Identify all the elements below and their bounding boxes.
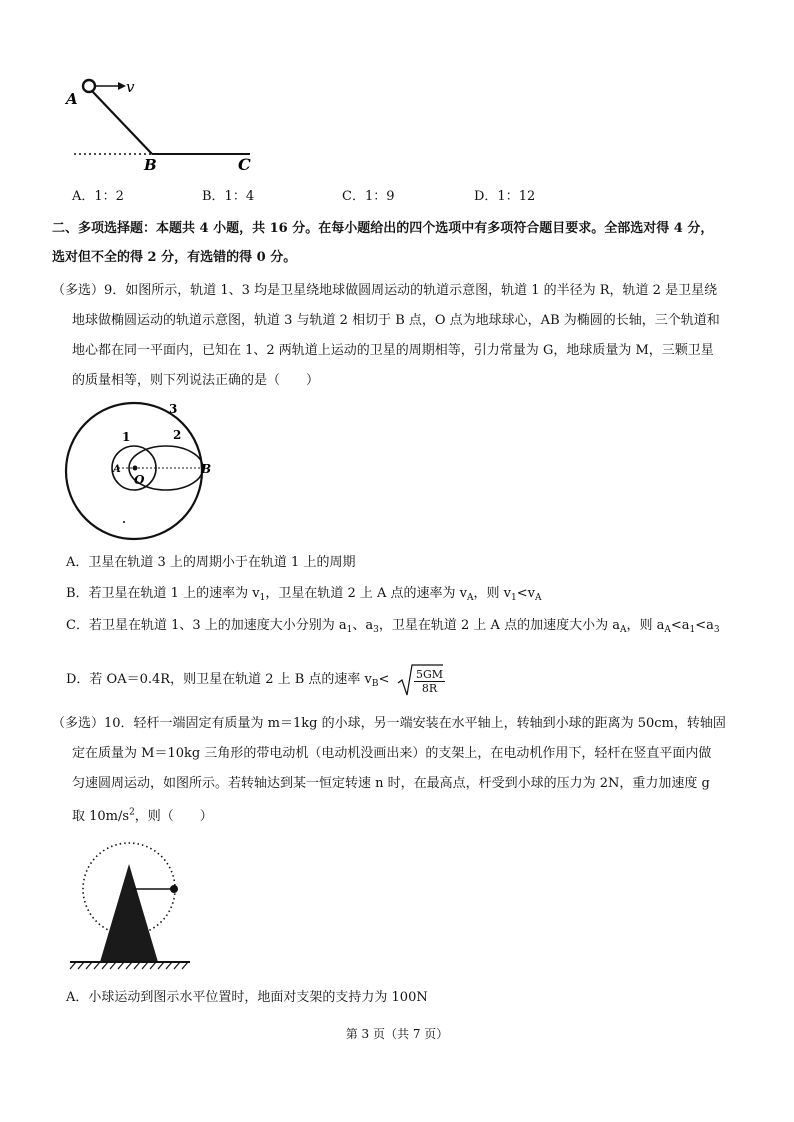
q9-option-b: B．若卫星在轨道 1 上的速率为 $v_1$，卫星在轨道 2 上 A 点的速率为 $v_A$，则 $v_1<v_A$ — [66, 586, 542, 603]
triangle-stand — [100, 864, 158, 962]
ball-icon — [83, 80, 95, 92]
q9-stem-line4: 的质量相等，则下列说法正确的是（ ） — [72, 373, 320, 388]
earth-center-dot — [133, 466, 138, 471]
q9-stem-line1: （多选）9．如图所示，轨道 1、3 均是卫星绕地球做圆周运动的轨道示意图，轨道 1 的半径为 R，轨道 2 是卫星绕 — [52, 283, 718, 298]
q9-option-d: D．若 OA＝0.4R，则卫星在轨道 2 上 B 点的速率 $v_B<$ — [66, 672, 390, 689]
page-footer: 第 3 页（共 7 页） — [345, 1027, 449, 1041]
orbit-3 — [66, 403, 202, 539]
q10-stem-line3: 匀速圆周运动，如图所示。若转轴达到某一恒定转速 n 时，在最高点，杆受到小球的压力为 2N，重力加速度 g — [72, 776, 710, 791]
section2-heading-line1: 二、多项选择题：本题共 4 小题，共 16 分。在每小题给出的四个选项中有多项符合题目要求。全部选对得 4 分， — [52, 221, 714, 236]
slope-figure — [60, 70, 270, 175]
section2-heading-line2: 选对但不全的得 2 分，有选错的得 0 分。 — [52, 250, 297, 265]
orbit-label-1: 1 — [122, 430, 131, 444]
q10-stem-line4: 取 $10m/s^2$，则（ ） — [72, 807, 213, 824]
label-v: v — [126, 78, 135, 96]
label-C: C — [238, 155, 251, 174]
orbit-figure — [58, 396, 228, 546]
q10-option-a: A．小球运动到图示水平位置时，地面对支架的支持力为 100N — [66, 990, 428, 1005]
slope-line — [92, 91, 152, 154]
q9-stem-line3: 地心都在同一平面内，已知在 1、2 两轨道上运动的卫星的周期相等，引力常量为 G，地球质量为 M，三颗卫星 — [72, 343, 714, 358]
rod-figure — [64, 836, 194, 976]
ground-hatch — [70, 962, 188, 969]
small-ball — [170, 885, 178, 893]
q8-option-c: C．1：9 — [342, 189, 395, 204]
q8-option-a: A．1：2 — [72, 189, 124, 204]
label-B: B — [144, 156, 157, 174]
label-A: A — [66, 90, 78, 108]
q9-option-c: C．若卫星在轨道 1、3 上的加速度大小分别为 $a_1$、$a_3$，卫星在轨道 2 上 A 点的加速度大小为 $a_A$，则 $a_A<a_1<a_3$ — [66, 618, 720, 635]
q10-stem-line2: 定在质量为 M＝10kg 三角形的带电动机（电动机没画出来）的支架上，在电动机作用下，轻杆在竖直平面内做 — [72, 746, 712, 761]
orbit-label-2: 2 — [173, 428, 182, 442]
q9-option-a: A．卫星在轨道 3 上的周期小于在轨道 1 上的周期 — [66, 555, 356, 570]
velocity-arrow-icon — [118, 82, 126, 90]
q9-stem-line2: 地球做椭圆运动的轨道示意图，轨道 3 与轨道 2 相切于 B 点，O 点为地球球心，AB 为椭圆的长轴，三个轨道和 — [72, 313, 720, 328]
fraction-denominator: 8R — [421, 682, 438, 695]
q8-option-b: B．1：4 — [202, 189, 255, 204]
point-label-B: B — [201, 462, 212, 476]
orbit-label-3: 3 — [169, 402, 178, 416]
q9-option-d-fraction — [414, 668, 445, 695]
point-label-A: A — [113, 464, 121, 475]
point-label-O: O — [134, 473, 145, 487]
q8-option-d: D．1：12 — [474, 189, 536, 204]
q10-stem-line1: （多选）10．轻杆一端固定有质量为 m＝1kg 的小球，另一端安装在水平轴上，转轴到小球的距离为 50cm，转轴固 — [52, 716, 726, 731]
fraction-numerator: 5GM — [416, 668, 444, 681]
